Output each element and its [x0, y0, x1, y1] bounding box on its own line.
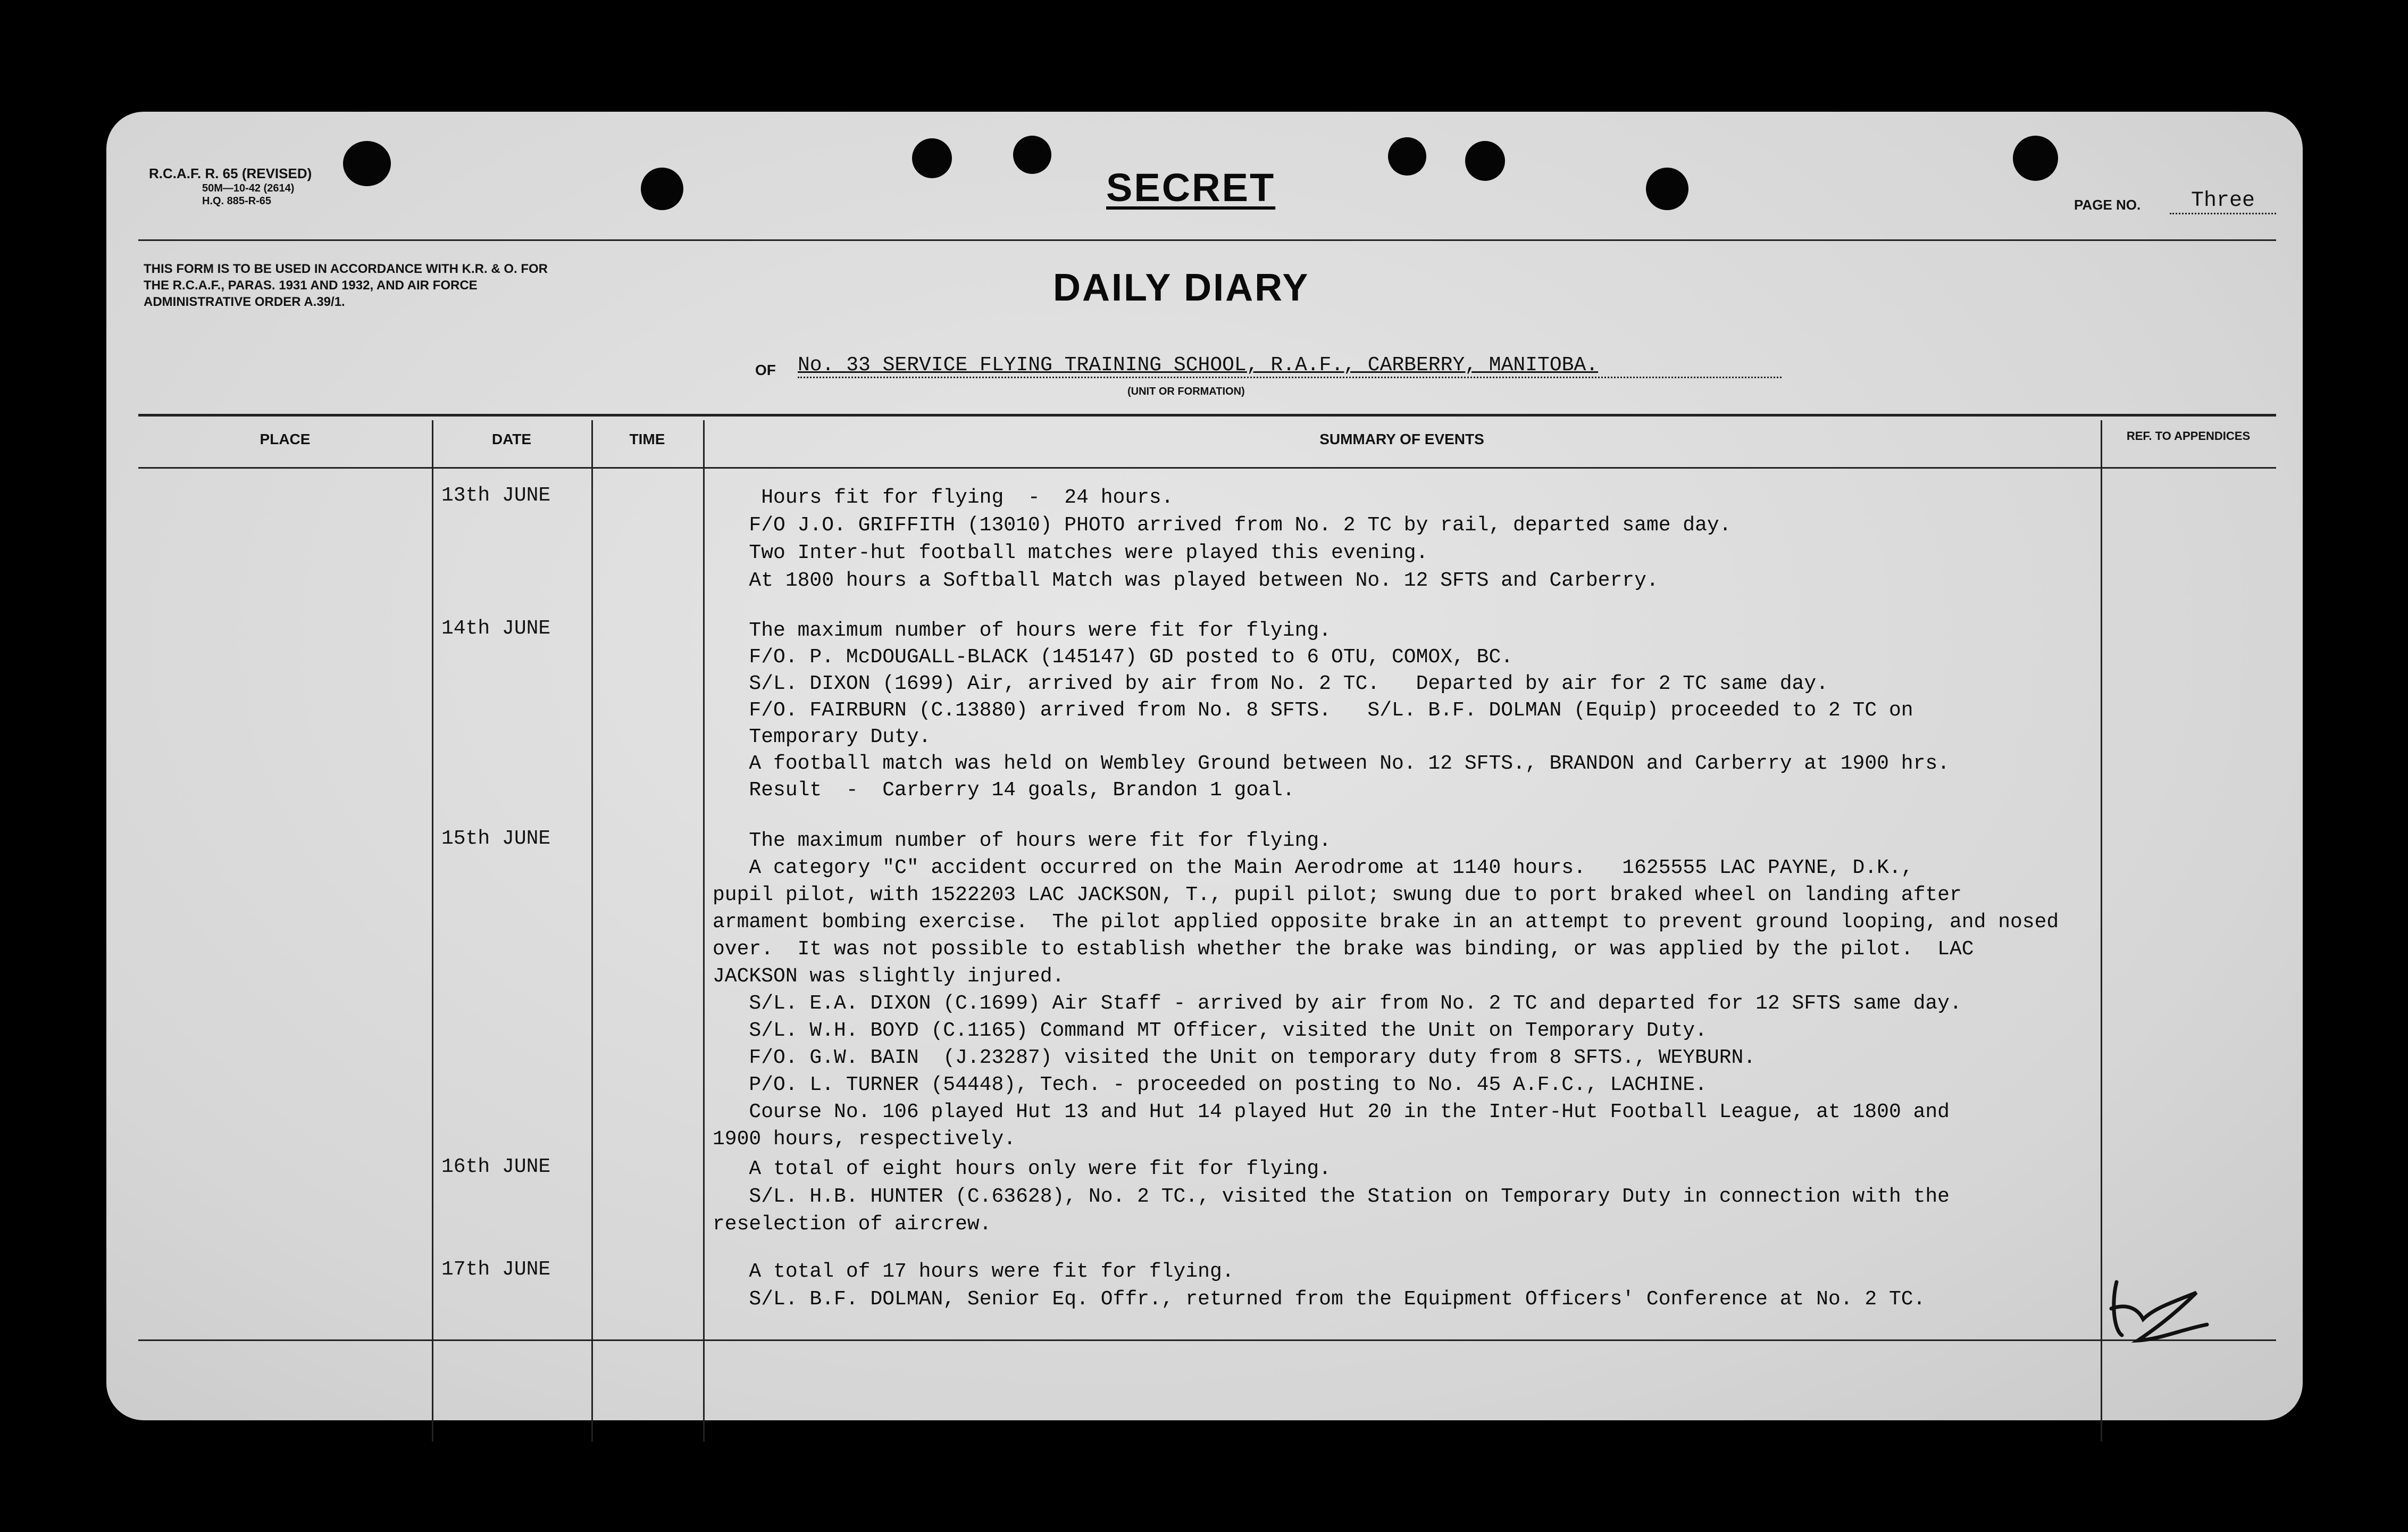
entry-line: At 1800 hours a Softball Match was played between No. 12 SFTS and Carberry. — [713, 569, 1659, 592]
entry-date: 16th JUNE — [441, 1155, 551, 1178]
entry-line: F/O. G.W. BAIN (J.23287) visited the Unit on temporary duty from 8 SFTS., WEYBURN. — [713, 1046, 1756, 1069]
entry-line: A category "C" accident occurred on the Main Aerodrome at 1140 hours. 1625555 LAC PAYNE, D.K., — [713, 856, 1913, 879]
form-identifier — [149, 165, 425, 207]
entry-date: 15th JUNE — [441, 827, 551, 850]
entry-line: A total of 17 hours were fit for flying. — [713, 1260, 1234, 1283]
entry-line: A total of eight hours only were fit for flying. — [713, 1158, 1331, 1180]
unit-of-label: OF — [755, 362, 776, 378]
punch-hole — [1465, 141, 1505, 181]
usage-notice: THIS FORM IS TO BE USED IN ACCORDANCE WITH K.R. & O. FOR THE R.C.A.F., PARAS. 1931 AND 1932, AND AIR FORCE ADMINISTRATIVE ORDER A.39/1. — [144, 262, 548, 309]
entry-line: P/O. L. TURNER (54448), Tech. - proceeded on posting to No. 45 A.F.C., LACHINE. — [713, 1073, 1707, 1096]
table-bottom-rule — [138, 1339, 2276, 1341]
entry-line: Two Inter-hut football matches were played this evening. — [713, 542, 1428, 564]
punch-hole — [1388, 137, 1426, 176]
entry-date: 17th JUNE — [441, 1258, 551, 1281]
column-header-time: TIME — [629, 431, 665, 447]
page-number-label: PAGE NO. — [2074, 197, 2141, 213]
column-header-ref: REF. TO APPENDICES — [2126, 429, 2251, 443]
entry-line: F/O. FAIRBURN (C.13880) arrived from No. 8 SFTS. S/L. B.F. DOLMAN (Equip) proceeded to 2 TC on — [713, 699, 1913, 722]
column-divider — [2101, 420, 2102, 1442]
entry-line: JACKSON was slightly injured. — [713, 965, 1065, 988]
table-header-rule — [138, 467, 2276, 469]
entry-line: Temporary Duty. — [713, 726, 931, 748]
entry-line: pupil pilot, with 1522203 LAC JACKSON, T., pupil pilot; swung due to port braked wheel on landing after — [713, 884, 1962, 906]
table-top-rule — [138, 414, 2276, 417]
entry-line: Course No. 106 played Hut 13 and Hut 14 played Hut 20 in the Inter-Hut Football League, at 1800 and — [713, 1101, 1950, 1123]
entry-line: F/O J.O. GRIFFITH (13010) PHOTO arrived from No. 2 TC by rail, departed same day. — [713, 514, 1732, 537]
page-number-value: Three — [2170, 189, 2276, 214]
diary-sheet — [106, 112, 2303, 1420]
entry-date: 13th JUNE — [441, 484, 551, 507]
form-hq-code: H.Q. 885-R-65 — [202, 195, 272, 207]
column-header-date: DATE — [491, 431, 532, 447]
header-rule — [138, 239, 2276, 241]
column-divider — [591, 420, 593, 1442]
entry-line: S/L. E.A. DIXON (C.1699) Air Staff - arrived by air from No. 2 TC and departed for 12 SFTS same day. — [713, 992, 1962, 1015]
entry-line: S/L. DIXON (1699) Air, arrived by air from No. 2 TC. Departed by air for 2 TC same day. — [713, 672, 1828, 695]
entry-line: The maximum number of hours were fit for flying. — [713, 829, 1331, 852]
unit-caption: (UNIT OR FORMATION) — [1127, 386, 1245, 397]
form-print-code: 50M—10-42 (2614) — [202, 182, 295, 194]
entry-line: armament bombing exercise. The pilot applied opposite brake in an attempt to prevent ground looping, and nosed — [713, 911, 2059, 934]
entry-line: The maximum number of hours were fit for flying. — [713, 619, 1331, 642]
column-header-summary: SUMMARY OF EVENTS — [1319, 431, 1484, 447]
entry-line: 1900 hours, respectively. — [713, 1128, 1016, 1151]
form-number: R.C.A.F. R. 65 (REVISED) — [149, 165, 312, 181]
entry-line: Result - Carberry 14 goals, Brandon 1 goal. — [713, 779, 1295, 802]
punch-hole — [912, 138, 952, 178]
punch-hole — [641, 168, 683, 210]
unit-name: No. 33 SERVICE FLYING TRAINING SCHOOL, R.A.F., CARBERRY, MANITOBA. — [798, 354, 1782, 378]
entry-line: over. It was not possible to establish whether the brake was binding, or was applied by the pilot. LAC — [713, 938, 1974, 961]
entry-date: 14th JUNE — [441, 617, 551, 640]
handwritten-initials — [2106, 1271, 2212, 1346]
punch-hole — [1646, 168, 1688, 210]
column-divider — [432, 420, 433, 1442]
entry-line: S/L. H.B. HUNTER (C.63628), No. 2 TC., visited the Station on Temporary Duty in connection with the — [713, 1185, 1950, 1208]
security-classification: SECRET — [1106, 165, 1276, 210]
column-divider — [703, 420, 705, 1442]
entry-line: A football match was held on Wembley Ground between No. 12 SFTS., BRANDON and Carberry at 1900 hrs. — [713, 752, 1950, 775]
entry-line: reselection of aircrew. — [713, 1213, 992, 1236]
entry-line: S/L. W.H. BOYD (C.1165) Command MT Officer, visited the Unit on Temporary Duty. — [713, 1019, 1707, 1042]
punch-hole — [2013, 136, 2058, 181]
column-header-place: PLACE — [260, 431, 311, 447]
entry-line: S/L. B.F. DOLMAN, Senior Eq. Offr., returned from the Equipment Officers' Conference at No. 2 TC. — [713, 1288, 1926, 1311]
entry-line: F/O. P. McDOUGALL-BLACK (145147) GD posted to 6 OTU, COMOX, BC. — [713, 646, 1514, 669]
entry-line: Hours fit for flying - 24 hours. — [713, 486, 1174, 509]
punch-hole — [1013, 136, 1051, 174]
diary-title: DAILY DIARY — [1053, 267, 1310, 309]
